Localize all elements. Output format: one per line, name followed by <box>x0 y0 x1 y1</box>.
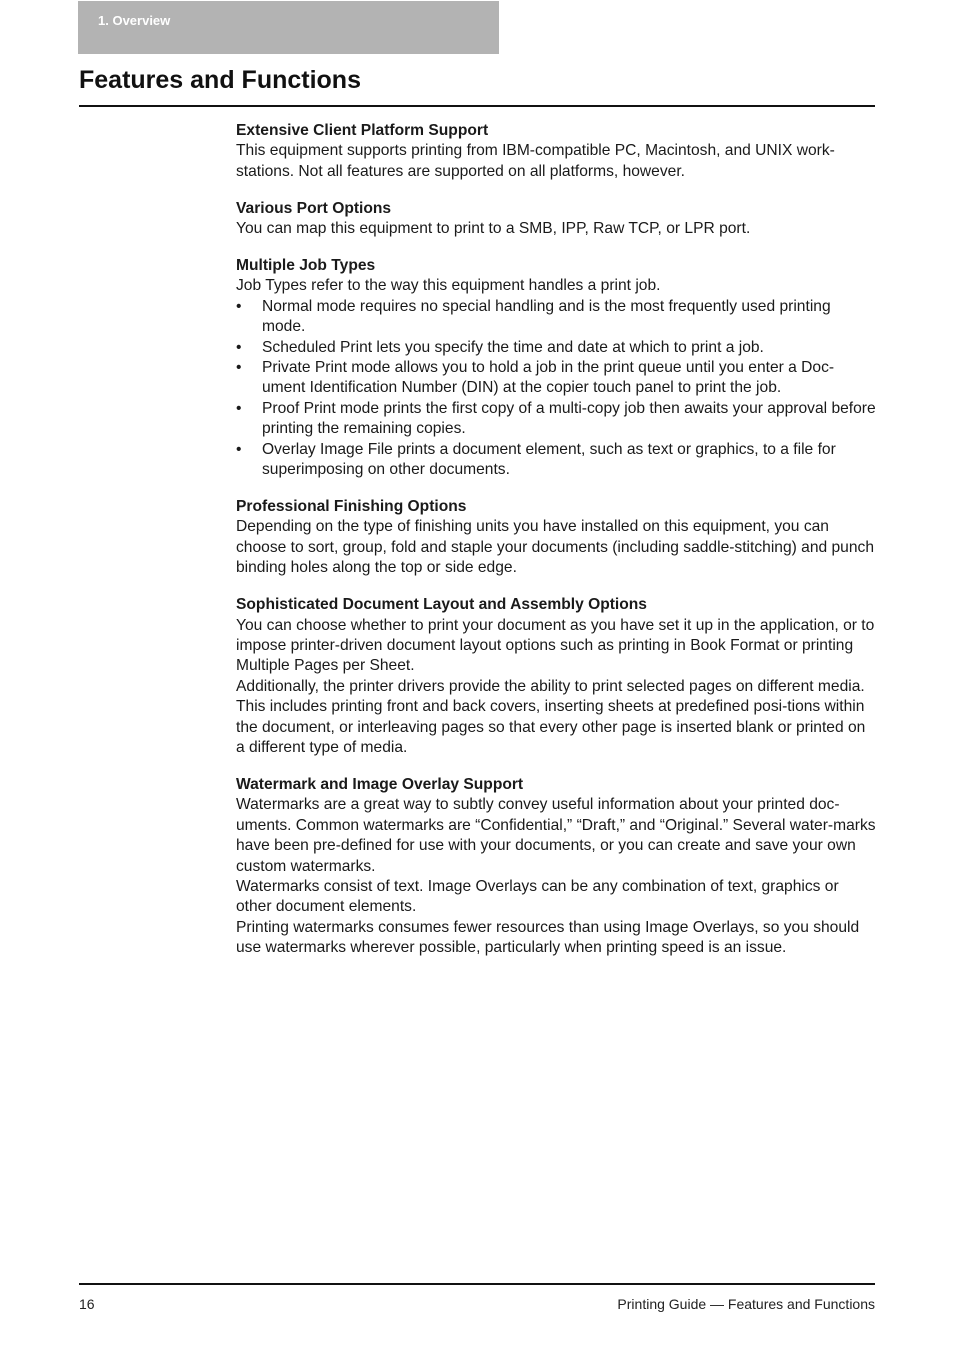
section-paragraph: This equipment supports printing from IBM-compatible PC, Macintosh, and UNIX work-stations. Not all features are supported on all platforms, however. <box>236 142 835 180</box>
section-paragraph: Watermarks consist of text. Image Overlays can be any combination of text, graphics or other document elements. <box>236 877 839 916</box>
list-item <box>236 297 876 338</box>
section-paragraph: Depending on the type of finishing units you have installed on this equipment, you can choose to sort, group, fold and staple your documents (including saddle-stitching) and punch binding holes along the top or side edge. <box>236 518 874 577</box>
list-item <box>236 399 876 440</box>
section-job-types <box>236 256 876 480</box>
bullet-icon: • <box>236 297 242 315</box>
section-layout-assembly <box>236 595 876 758</box>
section-heading: Sophisticated Document Layout and Assembly Options <box>236 596 647 614</box>
section-heading: Professional Finishing Options <box>236 498 467 515</box>
list-item-text: Overlay Image File prints a document element, such as text or graphics, to a file for superimposing on other documents. <box>262 440 836 479</box>
list-item-text: Scheduled Print lets you specify the time and date at which to print a job. <box>262 338 764 356</box>
bullet-icon: • <box>236 440 242 458</box>
bullet-icon: • <box>236 399 242 417</box>
page-title: Features and Functions <box>79 66 361 94</box>
section-paragraph: Printing watermarks consumes fewer resources than using Image Overlays, so you should use watermarks wherever possible, particularly when printing speed is an issue. <box>236 918 860 957</box>
section-heading: Extensive Client Platform Support <box>236 122 489 139</box>
list-item <box>236 358 876 399</box>
section-paragraph: Watermarks are a great way to subtly convey useful information about your printed doc-uments. Common watermarks are “Confidential,” “Draft,” and “Original.” Several water-marks have been pre-defined for use with your documents, or you can create and save your own custom watermarks. <box>236 796 876 875</box>
section-paragraph: Job Types refer to the way this equipment handles a print job. <box>236 277 661 295</box>
section-heading: Multiple Job Types <box>236 257 376 275</box>
main-content <box>236 121 876 975</box>
footer-divider <box>79 1283 875 1285</box>
running-title: Printing Guide — Features and Functions <box>617 1296 875 1312</box>
bullet-icon: • <box>236 359 242 377</box>
section-paragraph: You can choose whether to print your document as you have set it up in the application, or to impose printer-driven document layout options such as printing in Book Format or printing Multiple Pages per Sheet. <box>236 616 875 675</box>
list-item <box>236 440 876 481</box>
section-watermark-overlay <box>236 775 876 959</box>
list-item <box>236 338 876 358</box>
section-finishing-options <box>236 497 876 579</box>
page-number: 16 <box>79 1296 95 1312</box>
section-paragraph: Additionally, the printer drivers provide the ability to print selected pages on different media. This includes printing front and back covers, inserting sheets at predefined posi-tions within the document, or interleaving pages so that every other page is inserted blank or printed on a different type of media. <box>236 677 866 756</box>
chapter-tab <box>78 1 499 54</box>
chapter-tab-label: 1. Overview <box>98 13 171 28</box>
section-paragraph: You can map this equipment to print to a SMB, IPP, Raw TCP, or LPR port. <box>236 220 751 238</box>
job-types-list <box>236 297 876 481</box>
title-divider <box>79 105 875 107</box>
list-item-text: Normal mode requires no special handling and is the most frequently used printing mode. <box>262 297 831 336</box>
list-item-text: Private Print mode allows you to hold a job in the print queue until you enter a Doc-ument Identification Number (DIN) at the copier touch panel to print the job. <box>262 359 835 397</box>
section-heading: Watermark and Image Overlay Support <box>236 775 524 793</box>
list-item-text: Proof Print mode prints the first copy of a multi-copy job then awaits your approval before printing the remaining copies. <box>262 399 876 438</box>
section-port-options <box>236 199 876 240</box>
bullet-icon: • <box>236 338 242 356</box>
section-client-platform <box>236 121 876 182</box>
section-heading: Various Port Options <box>236 199 392 217</box>
